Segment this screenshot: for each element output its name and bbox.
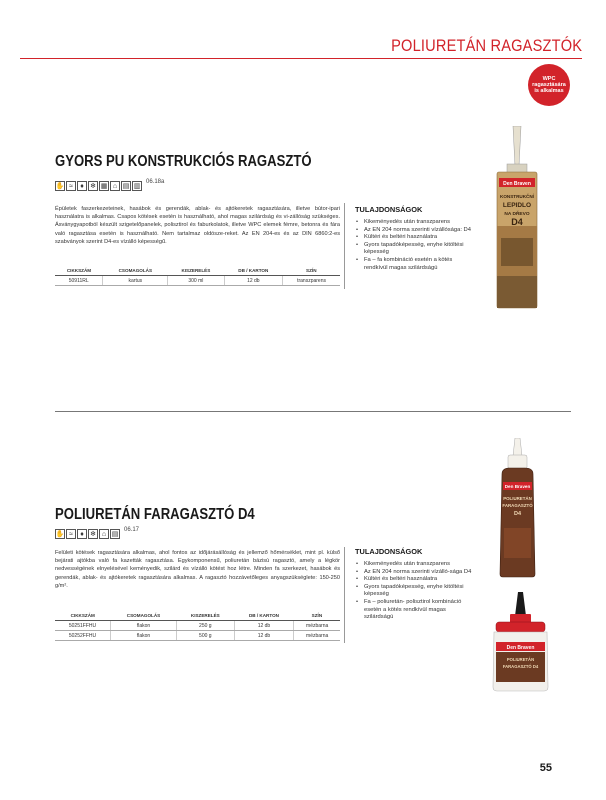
image-brand: Den Braven [503,181,531,187]
cell-size: 500 g [177,631,235,641]
cell-size: 300 ml [168,276,224,286]
cell-per-carton: 12 db [234,631,294,641]
cell-per-carton: 12 db [234,621,294,631]
image-label-line: FARAGASZTÓ D4 [502,664,539,669]
property-item: • Kültéri és beltéri használatra [355,234,475,242]
property-item: • Fa – fa kombináció esetén a kötés rendkívül magas szilárdságú [355,257,475,272]
property-item: • Az EN 204 norma szerinti vízállósága: D4 [355,227,475,235]
cell-packaging: kartus [103,276,168,286]
header-rule [20,58,582,59]
properties-block [355,205,475,272]
water-icon: ≈ [66,181,76,191]
product-description: Felületi kötések ragasztására alkalmas, ahol fontos az időjárásállóság és jellemző hőmérséklet, mint pl. külső bejárati ajtókba való fa kazetták ragasztása. Egykomponensű, poliuretán bázisú ragasztó, amely a légkör nedvességének elnyelésével keményedik, szilárd és vízálló kötést hoz létre. Minden fa szerkezet, hasábok és gerendák, ablak- és ajtókeretek ragasztására alkalmas. A ragasztó hozzávetőleges anyagszükséglete: 150-250 g/m². [55,550,340,589]
spec-table [55,611,340,641]
cell-color: mézbarna [294,631,340,641]
column-divider [344,203,345,289]
cell-color: mézbarna [294,621,340,631]
icon-code: 06.18a [146,179,165,185]
image-label-line: D4 [513,511,522,517]
properties-title: TULAJDONSÁGOK [355,547,423,556]
col-header-packaging: CSOMAGOLÁS [110,611,176,621]
product-title: GYORS PU KONSTRUKCIÓS RAGASZTÓ [55,153,312,170]
image-label-line: FARAGASZTÓ [502,503,533,508]
image-label-line: NA DŘEVO [504,212,530,217]
snowflake-icon: ❄ [88,529,98,539]
image-label-line: KONSTRUKČNÍ [500,194,534,199]
property-item: • Kültéri és beltéri használatra [355,576,475,584]
col-header-size: KISZERELÉS [168,266,224,276]
grid-icon: ▤ [122,182,130,190]
image-brand: Den Braven [504,484,531,489]
col-header-size: KISZERELÉS [177,611,235,621]
property-item: • Gyors tapadóképesség, enyhe kitöltési képesség [355,584,475,599]
spec-table [55,266,340,286]
tub-image [488,592,553,692]
cell-sku: 50251FFHU [55,621,110,631]
table-row [55,621,340,631]
property-icons [55,181,164,191]
page-header [20,28,582,58]
col-header-color: SZÍN [283,266,340,276]
properties-block [355,547,475,622]
thumb-icon: ✋ [55,530,65,538]
drop-icon: ♦ [77,529,87,539]
cartridge-image [493,126,541,312]
water-icon: ≈ [66,529,76,539]
cell-packaging: flakon [110,631,176,641]
snowflake-icon: ❄ [88,181,98,191]
bottle-image [490,438,545,578]
cell-color: transzparens [283,276,340,286]
property-item: • Az EN 204 norma szerinti vízálló-sága D4 [355,569,475,577]
cell-sku: 50911RL [55,276,103,286]
drop-icon: ♦ [77,181,87,191]
section-title: POLIURETÁN RAGASZTÓK [390,36,582,55]
icon-code: 06.17 [124,527,140,533]
product-title: POLIURETÁN FARAGASZTÓ D4 [55,506,255,523]
image-label-line: D4 [511,217,523,227]
section-divider [55,411,571,412]
cell-size: 250 g [177,621,235,631]
property-item: • Gyors tapadóképesség, enyhe kitöltési képesség [355,242,475,257]
thumb-icon: ✋ [55,182,65,190]
table-row [55,276,340,286]
table-row [55,631,340,641]
image-label-line: LEPIDLO [502,202,532,209]
col-header-color: SZÍN [294,611,340,621]
property-item: • Fa – poliuretán- polisztirol kombináció esetén a kötés rendkívül magas szilárdságú [355,599,475,622]
col-header-sku: CIKKSZÁM [55,266,103,276]
cell-packaging: flakon [110,621,176,631]
col-header-sku: CIKKSZÁM [55,611,110,621]
col-header-packaging: CSOMAGOLÁS [103,266,168,276]
bars-icon: ▥ [133,182,141,190]
col-header-per-carton: DB / KARTON [224,266,283,276]
property-icons [55,529,139,539]
properties-title: TULAJDONSÁGOK [355,205,423,214]
page-number: 55 [539,762,552,774]
wpc-badge: WPC ragasztására is alkalmas [528,64,570,106]
image-label-line: POLIURETÁN [503,496,532,501]
col-header-per-carton: DB / KARTON [234,611,294,621]
product-description: Épületek faszerkezeteinek, hasábok és gerendák, ablak- és ajtókeretek ragasztására, illetve bútor-ipari használatra is alkalmas. Csapos kötések esetén is használható, ahol magas szilárdság és vi-zállóság szükséges. Ásványgyapotból készült szigetelőpanelek, polisztirol és faburkolatok, illetve WPC elemek fémre, betonra és fára való ragasztása esetén is használható. Nem tartalmaz oldósze-reket. Az EN 204-es és az DIN 6860:2-es szabványok szerint D4-es vízálló képességű. [55,206,340,245]
column-divider [344,547,345,643]
house-icon: ⌂ [110,181,120,191]
brick-icon: ▦ [100,182,108,190]
cell-per-carton: 12 db [224,276,283,286]
grid-icon: ▤ [111,530,119,538]
cell-sku: 50252FFHU [55,631,110,641]
image-label-line: POLIURETÁN [506,657,535,662]
image-brand: Den Braven [506,645,535,651]
house-icon: ⌂ [99,529,109,539]
property-item: • Kikeményedés után transzparens [355,219,475,227]
property-item: • Kikeményedés után transzparens [355,561,475,569]
